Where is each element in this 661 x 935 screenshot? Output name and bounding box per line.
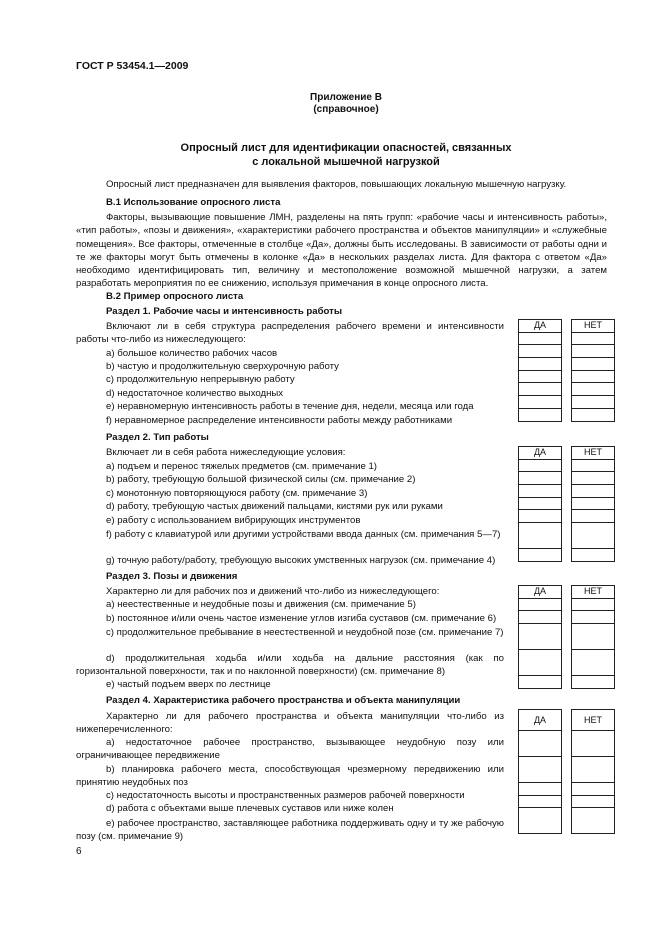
s4-yes-d[interactable] xyxy=(519,795,562,808)
s1-item-b: b) частую и продолжительную сверхурочную работу xyxy=(106,361,339,372)
s3-item-b: b) постоянное и/или очень частое изменение углов изгиба суставов (см. примечание 6) xyxy=(106,613,497,624)
s4-no-column xyxy=(571,709,615,834)
s3-yes-b[interactable] xyxy=(519,611,562,624)
s3-yes-a[interactable] xyxy=(519,598,562,611)
s4-item-c: c) недостаточность высоты и пространственных размеров рабочей поверхности xyxy=(106,790,465,801)
section4-question: Характерно ли для рабочего пространства и объекта манипуляции что-либо из нижеперечисленного: xyxy=(76,711,504,736)
s2-item-f: f) работу с клавиатурой или другими устройствами ввода данных (см. примечания 5—7) xyxy=(106,529,501,540)
s4-item-b: b) планировка рабочего места, способствующая чрезмерному передвижению или принятию неудобных поз xyxy=(76,764,504,789)
s2-item-a: a) подъем и перенос тяжелых предметов (см. примечание 1) xyxy=(106,461,377,472)
section1-title: Раздел 1. Рабочие часы и интенсивность работы xyxy=(106,306,343,317)
s3-no-b[interactable] xyxy=(572,611,615,624)
b1-heading: В.1 Использование опросного листа xyxy=(106,197,281,208)
s4-yes-header: ДА xyxy=(519,710,562,731)
s4-item-d: d) работа с объектами выше плечевых суставов или ниже колен xyxy=(106,803,394,814)
s2-item-g: g) точную работу/работу, требующую высоких умственных нагрузок (см. примечание 4) xyxy=(106,555,496,566)
s3-no-c[interactable] xyxy=(572,624,615,650)
appendix-title: Приложение В xyxy=(310,92,382,103)
s3-yes-column xyxy=(518,585,562,689)
standard-number: ГОСТ Р 53454.1—2009 xyxy=(76,60,189,72)
s1-item-a: a) большое количество рабочих часов xyxy=(106,348,278,359)
s1-no-header: НЕТ xyxy=(572,320,615,333)
s3-yes-c[interactable] xyxy=(519,624,562,650)
s2-yes-b[interactable] xyxy=(519,472,562,485)
s1-yes-column xyxy=(518,319,562,422)
s2-item-b: b) работу, требующую большой физической силы (см. примечание 2) xyxy=(106,474,416,485)
doc-title-line2: с локальной мышечной нагрузкой xyxy=(252,156,440,168)
s1-yes-e[interactable] xyxy=(519,396,562,409)
s2-item-c: c) монотонную повторяющуюся работу (см. примечание 3) xyxy=(106,488,368,499)
s2-yes-column xyxy=(518,446,562,562)
s2-no-header: НЕТ xyxy=(572,447,615,460)
s3-item-d: d) продолжительная ходьба и/или ходьба на дальние расстояния (как по горизонтальной поверхности, так и по наклонной поверхности) (см. примечание 8) xyxy=(76,653,504,678)
s1-no-column xyxy=(571,319,615,422)
s2-no-b[interactable] xyxy=(572,472,615,485)
s4-yes-b[interactable] xyxy=(519,757,562,783)
page-number: 6 xyxy=(76,846,82,857)
s1-no-f[interactable] xyxy=(572,408,615,421)
section2-title: Раздел 2. Тип работы xyxy=(106,432,209,443)
s1-item-c: c) продолжительную непрерывную работу xyxy=(106,374,295,385)
s2-yes-c[interactable] xyxy=(519,485,562,498)
s1-item-f: f) неравномерное распределение интенсивности работы между работниками xyxy=(106,415,453,426)
s2-yes-a[interactable] xyxy=(519,459,562,472)
s2-no-f[interactable] xyxy=(572,523,615,549)
s3-item-e: e) частый подъем вверх по лестнице xyxy=(106,679,271,690)
s3-no-header: НЕТ xyxy=(572,586,615,599)
s4-no-b[interactable] xyxy=(572,757,615,783)
b2-heading: В.2 Пример опросного листа xyxy=(106,291,244,302)
intro-paragraph: Опросный лист предназначен для выявления факторов, повышающих локальную мышечную нагрузку. xyxy=(106,179,567,190)
s1-no-a[interactable] xyxy=(572,345,615,358)
section1-question: Включают ли в себя структура распределения рабочего времени и интенсивности работы что-либо из нижеследующего: xyxy=(76,321,504,346)
s1-no-b[interactable] xyxy=(572,358,615,371)
s2-no-d[interactable] xyxy=(572,497,615,510)
s2-no-column xyxy=(571,446,615,562)
s2-yes-header: ДА xyxy=(519,447,562,460)
s2-no-e[interactable] xyxy=(572,510,615,523)
s3-no-d[interactable] xyxy=(572,650,615,676)
s3-no-column xyxy=(571,585,615,689)
section3-title: Раздел 3. Позы и движения xyxy=(106,571,238,582)
doc-title-line1: Опросный лист для идентификации опасностей, связанных xyxy=(180,142,512,154)
s4-no-a[interactable] xyxy=(572,731,615,757)
s1-yes-b[interactable] xyxy=(519,358,562,371)
s4-no-header: НЕТ xyxy=(572,710,615,731)
s2-no-g[interactable] xyxy=(572,549,615,562)
s2-yes-e[interactable] xyxy=(519,510,562,523)
s1-yes-d[interactable] xyxy=(519,383,562,396)
section4-title: Раздел 4. Характеристика рабочего пространства и объекта манипуляции xyxy=(106,695,461,706)
s1-no-e[interactable] xyxy=(572,396,615,409)
s1-yes-c[interactable] xyxy=(519,370,562,383)
s3-no-a[interactable] xyxy=(572,598,615,611)
s2-yes-f[interactable] xyxy=(519,523,562,549)
s1-no-c[interactable] xyxy=(572,370,615,383)
s2-no-c[interactable] xyxy=(572,485,615,498)
s2-yes-g[interactable] xyxy=(519,549,562,562)
appendix-subtitle: (справочное) xyxy=(313,104,379,115)
s1-item-e: e) неравномерную интенсивность работы в течение дня, недели, месяца или года xyxy=(106,401,474,412)
s1-yes-a[interactable] xyxy=(519,345,562,358)
s1-item-d: d) недостаточное количество выходных xyxy=(106,388,284,399)
s4-no-d[interactable] xyxy=(572,795,615,808)
s4-item-e: e) рабочее пространство, заставляющее работника поддерживать одну и ту же рабочую позу (см. примечание 9) xyxy=(76,818,504,843)
section2-question: Включает ли в себя работа нижеследующие условия: xyxy=(106,447,346,458)
s2-item-d: d) работу, требующую частых движений пальцами, кистями рук или руками xyxy=(106,501,443,512)
s4-no-e[interactable] xyxy=(572,808,615,834)
s3-yes-e[interactable] xyxy=(519,676,562,689)
s1-no-d[interactable] xyxy=(572,383,615,396)
s1-no-spacer xyxy=(572,332,615,345)
s1-yes-f[interactable] xyxy=(519,408,562,421)
s4-item-a: a) недостаточное рабочее пространство, вызывающее неудобную позу или ограничивающее передвижение xyxy=(76,737,504,762)
section3-question: Характерно ли для рабочих поз и движений что-либо из нижеследующего: xyxy=(106,586,440,597)
s3-item-a: a) неестественные и неудобные позы и движения (см. примечание 5) xyxy=(106,599,416,610)
s3-yes-header: ДА xyxy=(519,586,562,599)
s4-yes-a[interactable] xyxy=(519,731,562,757)
s3-item-c: c) продолжительное пребывание в неестественной и неудобной позе (см. примечание 7) xyxy=(106,627,504,638)
s4-yes-e[interactable] xyxy=(519,808,562,834)
s4-yes-column xyxy=(518,709,562,834)
s1-yes-header: ДА xyxy=(519,320,562,333)
s4-yes-c[interactable] xyxy=(519,783,562,796)
s1-yes-spacer xyxy=(519,332,562,345)
s3-no-e[interactable] xyxy=(572,676,615,689)
s4-no-c[interactable] xyxy=(572,783,615,796)
s2-item-e: e) работу с использованием вибрирующих инструментов xyxy=(106,515,361,526)
s3-yes-d[interactable] xyxy=(519,650,562,676)
b1-paragraph: Факторы, вызывающие повышение ЛМН, разделены на пять групп: «рабочие часы и интенсивность работы», «тип работы», «позы и движения», «характеристики рабочего пространства и объектов манипуляции» и «служебные помещения». Все факторы, отмеченные в столбце «Да», должны быть исследованы. В зависимости от работы одни и те же факторы могут быть отмечены в колонке «Да» в нескольких разделах листа. Для фактора с ответом «Да» необходимо идентифицировать тип, величину и местоположение возможной мышечной нагрузки, а затем разработать мероприятия по ее снижению, используя примечания в конце опросного листа. xyxy=(76,212,607,290)
s2-yes-d[interactable] xyxy=(519,497,562,510)
s2-no-a[interactable] xyxy=(572,459,615,472)
